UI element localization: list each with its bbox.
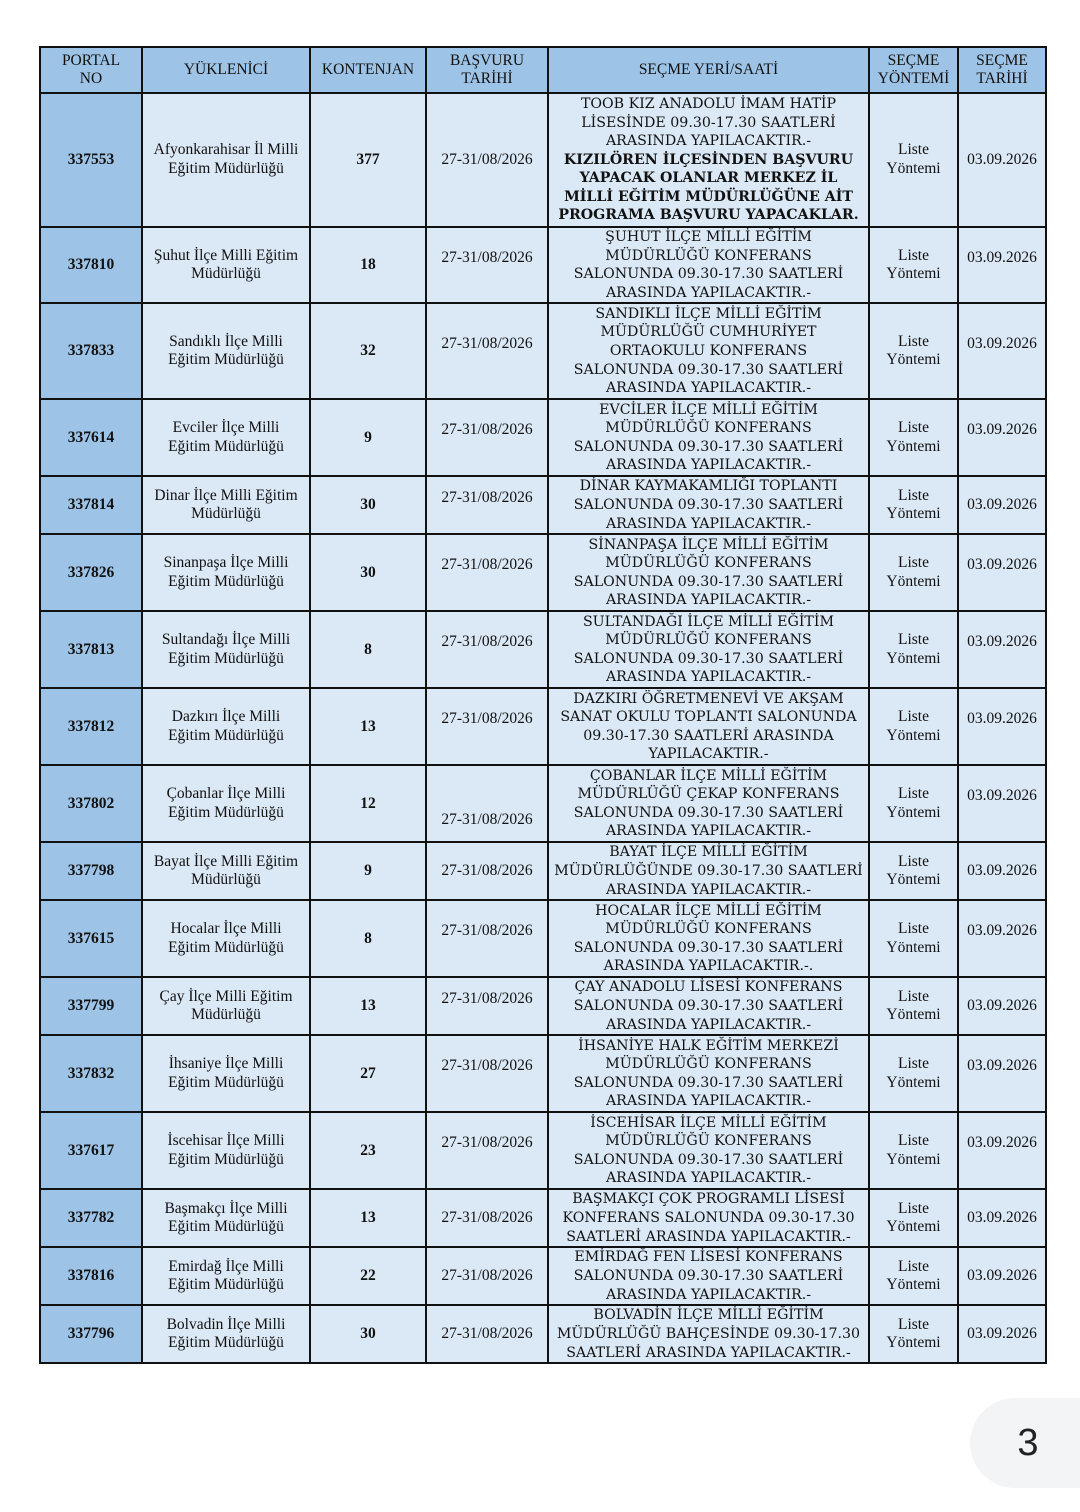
text-line: SALONUNDA 09.30-17.30 SAATLERİ <box>573 1268 844 1285</box>
yuklenici-cell <box>142 1305 310 1363</box>
portal-no-cell: 337832 <box>40 1035 142 1112</box>
text-line: ARASINDA YAPILACAKTIR.- <box>605 284 812 301</box>
text-line: Liste <box>898 852 929 870</box>
yuklenici-cell <box>142 227 310 303</box>
secme-yontemi-cell <box>869 534 958 611</box>
text-line: Müdürlüğü <box>191 265 261 283</box>
secme-yeri-cell <box>548 227 869 303</box>
secme-yontemi-cell <box>869 303 958 399</box>
text-line: Liste <box>898 631 929 649</box>
yuklenici-cell <box>142 1112 310 1189</box>
yuklenici-cell <box>142 900 310 977</box>
basvuru-tarihi-cell: 27-31/08/2026 <box>426 1247 548 1305</box>
text-line: SULTANDAĞI İLÇE MİLLİ EĞİTİM <box>582 613 835 630</box>
secme-yontemi-cell <box>869 93 958 227</box>
header-yontem-line2: YÖNTEMİ <box>877 70 950 87</box>
text-line: YAPILACAKTIR.- <box>648 746 769 763</box>
text-line: Dinar İlçe Milli Eğitim <box>154 486 298 504</box>
text-line: Sandıklı İlçe Milli <box>169 332 283 350</box>
text-line: Yöntemi <box>886 938 941 956</box>
text-line: Eğitim Müdürlüğü <box>168 1276 284 1294</box>
text-line: Liste <box>898 785 929 803</box>
kontenjan-cell: 13 <box>310 977 426 1035</box>
secme-yeri-cell <box>548 842 869 900</box>
text-line: Bolvadin İlçe Milli <box>166 1315 286 1333</box>
text-line: ARASINDA YAPILACAKTIR.- <box>605 881 812 898</box>
yuklenici-cell <box>142 977 310 1035</box>
text-line: Yöntemi <box>886 1334 941 1352</box>
header-portal-no-line2: NO <box>79 70 103 87</box>
text-line: MÜDÜRLÜĞÜ KONFERANS <box>605 420 812 437</box>
secme-yontemi-cell <box>869 977 958 1035</box>
text-line: Liste <box>898 987 929 1005</box>
text-line: ARASINDA YAPILACAKTIR.-. <box>603 958 814 975</box>
secme-yontemi-cell <box>869 1189 958 1247</box>
text-line: MÜDÜRLÜĞÜ KONFERANS <box>605 247 812 264</box>
yuklenici-cell <box>142 1189 310 1247</box>
basvuru-tarihi-cell: 27-31/08/2026 <box>426 1035 548 1112</box>
text-line: Liste <box>898 554 929 572</box>
table-row <box>40 303 1046 399</box>
text-line: Liste <box>898 486 929 504</box>
kontenjan-cell: 18 <box>310 227 426 303</box>
yuklenici-cell <box>142 688 310 765</box>
text-line: SALONUNDA 09.30-17.30 SAATLERİ <box>573 804 844 821</box>
basvuru-tarihi-cell: 27-31/08/2026 <box>426 842 548 900</box>
text-line: ARASINDA YAPILACAKTIR.- <box>605 457 812 474</box>
secme-tarihi-cell: 03.09.2026 <box>958 688 1046 765</box>
header-kontenjan: KONTENJAN <box>310 47 426 93</box>
text-line: Eğitim Müdürlüğü <box>168 1150 284 1168</box>
yuklenici-cell <box>142 303 310 399</box>
text-line: Eğitim Müdürlüğü <box>168 803 284 821</box>
text-line: SANAT OKULU TOPLANTI SALONUNDA <box>560 709 857 726</box>
secme-yontemi-cell <box>869 227 958 303</box>
text-line: Emirdağ İlçe Milli <box>168 1257 284 1275</box>
header-secme-yeri-saati: SEÇME YERİ/SAATİ <box>548 47 869 93</box>
text-line: ORTAOKULU KONFERANS <box>609 343 808 360</box>
text-line: ARASINDA YAPILACAKTIR.- <box>605 1170 812 1187</box>
document-table <box>39 46 1047 1364</box>
text-line: Yöntemi <box>886 351 941 369</box>
text-line: DİNAR KAYMAKAMLIĞI TOPLANTI <box>579 478 838 495</box>
text-line: Sultandağı İlçe Milli <box>161 631 291 649</box>
secme-yeri-cell <box>548 688 869 765</box>
text-line: ARASINDA YAPILACAKTIR.- <box>605 133 812 150</box>
secme-yeri-cell <box>548 1247 869 1305</box>
text-line: Yöntemi <box>886 505 941 523</box>
secme-yontemi-cell <box>869 1247 958 1305</box>
kontenjan-cell: 8 <box>310 900 426 977</box>
header-secme-yontemi <box>869 47 958 93</box>
secme-tarihi-cell: 03.09.2026 <box>958 1247 1046 1305</box>
text-line: ŞUHUT İLÇE MİLLİ EĞİTİM <box>605 229 812 245</box>
text-line: Müdürlüğü <box>191 505 261 523</box>
header-yontem-line1: SEÇME <box>887 52 940 69</box>
basvuru-tarihi-cell: 27-31/08/2026 <box>426 227 548 303</box>
kontenjan-cell: 13 <box>310 1189 426 1247</box>
text-line: KIZILÖREN İLÇESİNDEN BAŞVURU <box>563 151 854 168</box>
kontenjan-cell: 12 <box>310 765 426 842</box>
text-line: Liste <box>898 1132 929 1150</box>
text-line: ARASINDA YAPILACAKTIR.- <box>605 1093 812 1110</box>
portal-no-cell: 337833 <box>40 303 142 399</box>
secme-yeri-cell <box>548 399 869 476</box>
text-line: EMİRDAĞ FEN LİSESİ KONFERANS <box>574 1249 843 1266</box>
text-line: Liste <box>898 1055 929 1073</box>
text-line: HOCALAR İLÇE MİLLİ EĞİTİM <box>595 902 822 919</box>
header-secme-tarihi <box>958 47 1046 93</box>
text-line: ARASINDA YAPILACAKTIR.- <box>605 515 812 532</box>
kontenjan-cell: 13 <box>310 688 426 765</box>
text-line: DAZKIRI ÖĞRETMENEVİ VE AKŞAM <box>573 690 844 707</box>
table-row <box>40 688 1046 765</box>
header-yuklenici: YÜKLENİCİ <box>142 47 310 93</box>
table-row <box>40 1035 1046 1112</box>
text-line: Yöntemi <box>886 803 941 821</box>
table-row <box>40 611 1046 688</box>
secme-tarihi-cell: 03.09.2026 <box>958 399 1046 476</box>
text-line: MÜDÜRLÜĞÜ CUMHURİYET <box>600 324 817 341</box>
yuklenici-cell <box>142 1247 310 1305</box>
text-line: İHSANİYE HALK EĞİTİM MERKEZİ <box>578 1037 839 1054</box>
kontenjan-cell: 32 <box>310 303 426 399</box>
text-line: Liste <box>898 920 929 938</box>
text-line: Yöntemi <box>886 726 941 744</box>
basvuru-tarihi-cell: 27-31/08/2026 <box>426 1305 548 1363</box>
basvuru-tarihi-cell: 27-31/08/2026 <box>426 1189 548 1247</box>
basvuru-tarihi-cell: 27-31/08/2026 <box>426 977 548 1035</box>
table-row <box>40 476 1046 534</box>
text-line: Yöntemi <box>886 1150 941 1168</box>
text-line: YAPACAK OLANLAR MERKEZ İL <box>579 170 838 187</box>
secme-yontemi-cell <box>869 1112 958 1189</box>
table-row <box>40 534 1046 611</box>
text-line: BAYAT İLÇE MİLLİ EĞİTİM <box>609 844 808 861</box>
text-line: Eğitim Müdürlüğü <box>168 437 284 455</box>
secme-yeri-cell <box>548 611 869 688</box>
secme-yontemi-cell <box>869 611 958 688</box>
text-line: Eğitim Müdürlüğü <box>168 1073 284 1091</box>
portal-no-cell: 337812 <box>40 688 142 765</box>
secme-yeri-cell <box>548 1305 869 1363</box>
table-row <box>40 1189 1046 1247</box>
portal-no-cell: 337614 <box>40 399 142 476</box>
kontenjan-cell: 23 <box>310 1112 426 1189</box>
secme-tarihi-cell: 03.09.2026 <box>958 534 1046 611</box>
text-line: İhsaniye İlçe Milli <box>168 1055 284 1073</box>
basvuru-tarihi-cell: 27-31/08/2026 <box>426 688 548 765</box>
text-line: ARASINDA YAPILACAKTIR.- <box>605 669 812 686</box>
text-line: SALONUNDA 09.30-17.30 SAATLERİ <box>573 573 844 590</box>
portal-no-cell: 337799 <box>40 977 142 1035</box>
text-line: PROGRAMA BAŞVURU YAPACAKLAR. <box>558 207 859 224</box>
portal-no-cell: 337782 <box>40 1189 142 1247</box>
kontenjan-cell: 22 <box>310 1247 426 1305</box>
text-line: İSCEHİSAR İLÇE MİLLİ EĞİTİM <box>590 1114 827 1131</box>
text-line: Yöntemi <box>886 871 941 889</box>
table-row <box>40 93 1046 227</box>
text-line: Liste <box>898 1199 929 1217</box>
text-line: KONFERANS SALONUNDA 09.30-17.30 <box>562 1210 855 1227</box>
portal-no-cell: 337814 <box>40 476 142 534</box>
header-secme-tarihi-line1: SEÇME <box>976 52 1028 69</box>
secme-tarihi-cell: 03.09.2026 <box>958 977 1046 1035</box>
portal-no-cell: 337826 <box>40 534 142 611</box>
secme-yontemi-cell <box>869 842 958 900</box>
text-line: Eğitim Müdürlüğü <box>168 160 284 177</box>
basvuru-tarihi-cell: 27-31/08/2026 <box>426 765 548 842</box>
portal-no-cell: 337796 <box>40 1305 142 1363</box>
secme-yontemi-cell <box>869 399 958 476</box>
portal-no-cell: 337816 <box>40 1247 142 1305</box>
text-line: ARASINDA YAPILACAKTIR.- <box>605 1016 812 1033</box>
text-line: Eğitim Müdürlüğü <box>168 572 284 590</box>
text-line: Sinanpaşa İlçe Milli <box>163 554 289 572</box>
table-row <box>40 227 1046 303</box>
secme-tarihi-cell: 03.09.2026 <box>958 227 1046 303</box>
text-line: MÜDÜRLÜĞÜ KONFERANS <box>605 921 812 938</box>
text-line: Liste <box>898 708 929 726</box>
secme-tarihi-cell: 03.09.2026 <box>958 611 1046 688</box>
text-line: İscehisar İlçe Milli <box>167 1132 285 1150</box>
secme-yeri-cell <box>548 765 869 842</box>
text-line: MÜDÜRLÜĞÜ KONFERANS <box>605 632 812 649</box>
text-line: ARASINDA YAPILACAKTIR.- <box>605 592 812 609</box>
secme-yeri-cell <box>548 303 869 399</box>
text-line: SAATLERİ ARASINDA YAPILACAKTIR.- <box>566 1228 851 1245</box>
text-line: Müdürlüğü <box>191 1006 261 1024</box>
header-portal-no <box>40 47 142 93</box>
page-number: 3 <box>1017 1422 1039 1464</box>
text-line: Yöntemi <box>886 1218 941 1236</box>
text-line: ARASINDA YAPILACAKTIR.- <box>605 380 812 397</box>
yuklenici-cell <box>142 1035 310 1112</box>
text-line: ARASINDA YAPILACAKTIR.- <box>605 823 812 840</box>
text-line: Yöntemi <box>886 649 941 667</box>
secme-yeri-cell <box>548 1112 869 1189</box>
yuklenici-cell <box>142 611 310 688</box>
text-line: Eğitim Müdürlüğü <box>168 726 284 744</box>
text-line: Eğitim Müdürlüğü <box>168 1334 284 1352</box>
kontenjan-cell: 30 <box>310 476 426 534</box>
kontenjan-cell: 30 <box>310 534 426 611</box>
portal-no-cell: 337802 <box>40 765 142 842</box>
text-line: SANDIKLI İLÇE MİLLİ EĞİTİM <box>595 305 822 322</box>
text-line: MÜDÜRLÜĞÜNDE 09.30-17.30 SAATLERİ <box>554 863 863 880</box>
text-line: Yöntemi <box>886 572 941 590</box>
secme-tarihi-cell: 03.09.2026 <box>958 1305 1046 1363</box>
header-basvuru-line2: TARİHİ <box>461 70 513 87</box>
basvuru-tarihi-cell: 27-31/08/2026 <box>426 1112 548 1189</box>
text-line: Liste <box>898 332 929 350</box>
table-row <box>40 765 1046 842</box>
yuklenici-cell <box>142 842 310 900</box>
text-line: SALONUNDA 09.30-17.30 SAATLERİ <box>573 650 844 667</box>
yuklenici-cell <box>142 534 310 611</box>
basvuru-tarihi-cell: 27-31/08/2026 <box>426 303 548 399</box>
secme-tarihi-cell: 03.09.2026 <box>958 1112 1046 1189</box>
secme-yeri-cell <box>548 1189 869 1247</box>
secme-yeri-cell <box>548 476 869 534</box>
text-line: MİLLİ EĞİTİM MÜDÜRLÜĞÜNE AİT <box>564 188 853 205</box>
text-line: Hocalar İlçe Milli <box>170 920 282 938</box>
yuklenici-cell <box>142 399 310 476</box>
text-line: MÜDÜRLÜĞÜ KONFERANS <box>605 1133 812 1150</box>
header-portal-no-line1: PORTAL <box>61 52 121 69</box>
secme-yeri-cell <box>548 900 869 977</box>
header-basvuru-line1: BAŞVURU <box>449 52 525 69</box>
yuklenici-cell <box>142 93 310 227</box>
text-line: Liste <box>898 246 929 264</box>
secme-yontemi-cell <box>869 765 958 842</box>
text-line: MÜDÜRLÜĞÜ ÇEKAP KONFERANS <box>577 786 840 803</box>
header-secme-tarihi-line2: TARİHİ <box>976 70 1028 87</box>
text-line: Yöntemi <box>886 265 941 283</box>
text-line: Müdürlüğü <box>191 871 261 889</box>
secme-yontemi-cell <box>869 1035 958 1112</box>
secme-tarihi-cell: 03.09.2026 <box>958 900 1046 977</box>
yuklenici-cell <box>142 765 310 842</box>
portal-no-cell: 337813 <box>40 611 142 688</box>
basvuru-tarihi-cell: 27-31/08/2026 <box>426 476 548 534</box>
kontenjan-cell: 377 <box>310 93 426 227</box>
text-line: Eğitim Müdürlüğü <box>168 938 284 956</box>
text-line: Çay İlçe Milli Eğitim <box>159 987 293 1005</box>
portal-no-cell: 337810 <box>40 227 142 303</box>
table-row <box>40 842 1046 900</box>
text-line: Liste <box>898 141 929 159</box>
table-row <box>40 399 1046 476</box>
secme-yeri-cell <box>548 977 869 1035</box>
text-line: Çobanlar İlçe Milli <box>166 785 286 803</box>
header-row <box>40 47 1046 93</box>
yuklenici-cell <box>142 476 310 534</box>
text-line: Liste <box>898 1257 929 1275</box>
table-row <box>40 1247 1046 1305</box>
text-line: ARASINDA YAPILACAKTIR.- <box>605 1286 812 1303</box>
basvuru-tarihi-cell: 27-31/08/2026 <box>426 534 548 611</box>
text-line: 09.30-17.30 SAATLERİ ARASINDA <box>583 727 834 744</box>
text-line: MÜDÜRLÜĞÜ BAHÇESİNDE 09.30-17.30 <box>556 1326 861 1343</box>
table-row <box>40 1112 1046 1189</box>
secme-tarihi-cell: 03.09.2026 <box>958 1189 1046 1247</box>
basvuru-tarihi-cell: 27-31/08/2026 <box>426 900 548 977</box>
secme-yeri-cell <box>548 1035 869 1112</box>
text-line: SALONUNDA 09.30-17.30 SAATLERİ <box>573 998 844 1015</box>
text-line: TOOB KIZ ANADOLU İMAM HATİP <box>580 95 837 112</box>
text-line: LİSESİNDE 09.30-17.30 SAATLERİ <box>581 114 836 131</box>
text-line: Eğitim Müdürlüğü <box>168 649 284 667</box>
table-header <box>40 47 1046 93</box>
secme-yeri-cell <box>548 93 869 227</box>
secme-tarihi-cell: 03.09.2026 <box>958 93 1046 227</box>
text-line: MÜDÜRLÜĞÜ KONFERANS <box>605 1056 812 1073</box>
kontenjan-cell: 9 <box>310 399 426 476</box>
text-line: SALONUNDA 09.30-17.30 SAATLERİ <box>573 939 844 956</box>
text-line: Yöntemi <box>886 160 941 177</box>
secme-yontemi-cell <box>869 476 958 534</box>
text-line: Eğitim Müdürlüğü <box>168 351 284 369</box>
text-line: SALONUNDA 09.30-17.30 SAATLERİ <box>573 361 844 378</box>
text-line: BOLVADİN İLÇE MİLLİ EĞİTİM <box>593 1307 824 1324</box>
text-line: SALONUNDA 09.30-17.30 SAATLERİ <box>573 266 844 283</box>
portal-no-cell: 337553 <box>40 93 142 227</box>
table-row <box>40 1305 1046 1363</box>
kontenjan-cell: 8 <box>310 611 426 688</box>
text-line: SALONUNDA 09.30-17.30 SAATLERİ <box>573 497 844 514</box>
table-row <box>40 977 1046 1035</box>
basvuru-tarihi-cell: 27-31/08/2026 <box>426 399 548 476</box>
text-line: Afyonkarahisar İl Milli <box>153 141 299 159</box>
secme-tarihi-cell: 03.09.2026 <box>958 765 1046 842</box>
portal-no-cell: 337617 <box>40 1112 142 1189</box>
text-line: Yöntemi <box>886 1006 941 1024</box>
text-line: BAŞMAKÇI ÇOK PROGRAMLI LİSESİ <box>572 1191 845 1208</box>
text-line: Yöntemi <box>886 437 941 455</box>
text-line: Yöntemi <box>886 1073 941 1091</box>
text-line: Bayat İlçe Milli Eğitim <box>153 852 299 870</box>
portal-no-cell: 337615 <box>40 900 142 977</box>
text-line: Başmakçı İlçe Milli <box>164 1199 288 1217</box>
secme-tarihi-cell: 03.09.2026 <box>958 842 1046 900</box>
text-line: MÜDÜRLÜĞÜ KONFERANS <box>605 555 812 572</box>
text-line: ÇOBANLAR İLÇE MİLLİ EĞİTİM <box>589 767 828 784</box>
text-line: Liste <box>898 1315 929 1333</box>
header-basvuru-tarihi <box>426 47 548 93</box>
secme-yeri-cell <box>548 534 869 611</box>
portal-no-cell: 337798 <box>40 842 142 900</box>
secme-yontemi-cell <box>869 688 958 765</box>
secme-yontemi-cell <box>869 1305 958 1363</box>
text-line: SALONUNDA 09.30-17.30 SAATLERİ <box>573 438 844 455</box>
text-line: SALONUNDA 09.30-17.30 SAATLERİ <box>573 1074 844 1091</box>
secme-tarihi-cell: 03.09.2026 <box>958 303 1046 399</box>
text-line: SALONUNDA 09.30-17.30 SAATLERİ <box>573 1151 844 1168</box>
text-line: Liste <box>898 419 929 437</box>
table-body <box>40 93 1046 1363</box>
table-row <box>40 900 1046 977</box>
text-line: Eğitim Müdürlüğü <box>168 1218 284 1236</box>
text-line: Şuhut İlçe Milli Eğitim <box>153 246 299 264</box>
kontenjan-cell: 27 <box>310 1035 426 1112</box>
kontenjan-cell: 9 <box>310 842 426 900</box>
basvuru-tarihi-cell: 27-31/08/2026 <box>426 611 548 688</box>
basvuru-tarihi-cell: 27-31/08/2026 <box>426 93 548 227</box>
text-line: Evciler İlçe Milli <box>172 419 280 437</box>
secme-tarihi-cell: 03.09.2026 <box>958 1035 1046 1112</box>
secme-yontemi-cell <box>869 900 958 977</box>
text-line: Dazkırı İlçe Milli <box>171 708 281 726</box>
text-line: ÇAY ANADOLU LİSESİ KONFERANS <box>574 979 843 996</box>
text-line: SİNANPAŞA İLÇE MİLLİ EĞİTİM <box>588 536 829 553</box>
secme-tarihi-cell: 03.09.2026 <box>958 476 1046 534</box>
text-line: EVCİLER İLÇE MİLLİ EĞİTİM <box>599 401 818 418</box>
kontenjan-cell: 30 <box>310 1305 426 1363</box>
text-line: Yöntemi <box>886 1276 941 1294</box>
text-line: SAATLERİ ARASINDA YAPILACAKTIR.- <box>566 1344 851 1361</box>
